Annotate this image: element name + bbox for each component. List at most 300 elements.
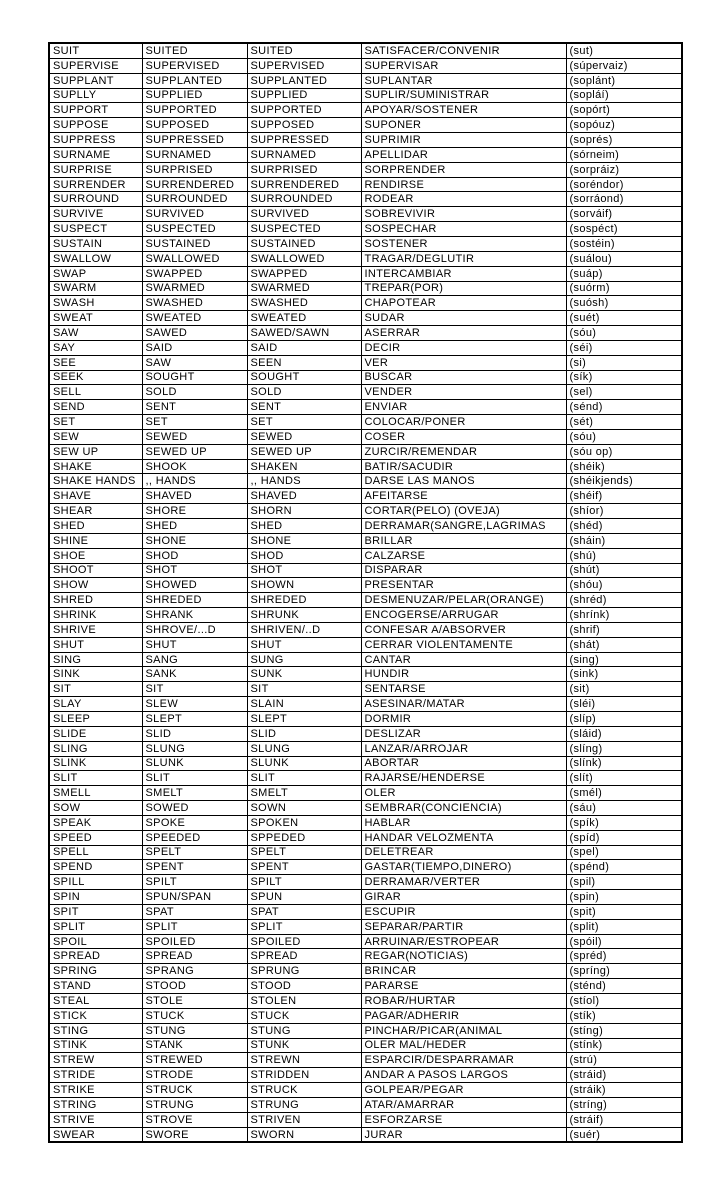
base-form-cell: STRING [49, 1097, 142, 1112]
base-form-cell: SPEAK [49, 815, 142, 830]
past-participle-cell: SET [247, 415, 361, 430]
past-participle-cell: SLIT [247, 771, 361, 786]
past-participle-cell: SPOKEN [247, 815, 361, 830]
past-simple-cell: SHREDED [142, 593, 247, 608]
table-row [49, 697, 682, 712]
pronunciation-cell: (sténd) [566, 979, 682, 994]
spanish-meaning-cell: SUPONER [361, 118, 566, 133]
spanish-meaning-cell: BRILLAR [361, 533, 566, 548]
past-simple-cell: SPEEDED [142, 830, 247, 845]
spanish-meaning-cell: CHAPOTEAR [361, 296, 566, 311]
base-form-cell: SPREAD [49, 949, 142, 964]
pronunciation-cell: (sík) [566, 370, 682, 385]
base-form-cell: STING [49, 1023, 142, 1038]
spanish-meaning-cell: GASTAR(TIEMPO,DINERO) [361, 860, 566, 875]
spanish-meaning-cell: SEPARAR/PARTIR [361, 919, 566, 934]
spanish-meaning-cell: ANDAR A PASOS LARGOS [361, 1068, 566, 1083]
past-simple-cell: STREWED [142, 1053, 247, 1068]
pronunciation-cell: (suósh) [566, 296, 682, 311]
past-simple-cell: SPILT [142, 875, 247, 890]
past-simple-cell: SUPPRESSED [142, 133, 247, 148]
past-simple-cell: SOLD [142, 385, 247, 400]
table-row [49, 875, 682, 890]
base-form-cell: SPRING [49, 964, 142, 979]
pronunciation-cell: (shrínk) [566, 608, 682, 623]
past-participle-cell: SPLIT [247, 919, 361, 934]
past-participle-cell: SPILT [247, 875, 361, 890]
table-row [49, 326, 682, 341]
past-participle-cell: SURVIVED [247, 207, 361, 222]
pronunciation-cell: (suér) [566, 1127, 682, 1142]
past-simple-cell: SENT [142, 400, 247, 415]
past-simple-cell: SMELT [142, 786, 247, 801]
past-simple-cell: SHROVE/...D [142, 622, 247, 637]
pronunciation-cell: (sing) [566, 652, 682, 667]
past-participle-cell: SEEN [247, 355, 361, 370]
table-row [49, 667, 682, 682]
base-form-cell: SPELL [49, 845, 142, 860]
base-form-cell: SURVIVE [49, 207, 142, 222]
past-simple-cell: SAWED [142, 326, 247, 341]
table-row [49, 340, 682, 355]
past-participle-cell: SURPRISED [247, 162, 361, 177]
table-row [49, 1112, 682, 1127]
past-participle-cell: SUPERVISED [247, 58, 361, 73]
table-row [49, 711, 682, 726]
base-form-cell: STRIVE [49, 1112, 142, 1127]
past-simple-cell: SLEPT [142, 711, 247, 726]
table-row [49, 251, 682, 266]
past-participle-cell: SPENT [247, 860, 361, 875]
past-participle-cell: SUPPOSED [247, 118, 361, 133]
base-form-cell: SURROUND [49, 192, 142, 207]
pronunciation-cell: (soprés) [566, 133, 682, 148]
pronunciation-cell: (spréd) [566, 949, 682, 964]
base-form-cell: SEEK [49, 370, 142, 385]
past-simple-cell: SHED [142, 519, 247, 534]
pronunciation-cell: (shú) [566, 548, 682, 563]
table-row [49, 415, 682, 430]
pronunciation-cell: (si) [566, 355, 682, 370]
past-participle-cell: SEWED UP [247, 444, 361, 459]
base-form-cell: SELL [49, 385, 142, 400]
past-simple-cell: SLIT [142, 771, 247, 786]
pronunciation-cell: (sorráond) [566, 192, 682, 207]
base-form-cell: STINK [49, 1038, 142, 1053]
base-form-cell: SEW UP [49, 444, 142, 459]
past-simple-cell: STOOD [142, 979, 247, 994]
pronunciation-cell: (sóu) [566, 429, 682, 444]
past-participle-cell: STRIDDEN [247, 1068, 361, 1083]
base-form-cell: SHRED [49, 593, 142, 608]
past-simple-cell: SPREAD [142, 949, 247, 964]
spanish-meaning-cell: DELETREAR [361, 845, 566, 860]
spanish-meaning-cell: OLER MAL/HEDER [361, 1038, 566, 1053]
spanish-meaning-cell: DARSE LAS MANOS [361, 474, 566, 489]
base-form-cell: STRIDE [49, 1068, 142, 1083]
pronunciation-cell: (sháin) [566, 533, 682, 548]
past-simple-cell: STRUNG [142, 1097, 247, 1112]
past-simple-cell: SPELT [142, 845, 247, 860]
table-row [49, 860, 682, 875]
past-simple-cell: SUSTAINED [142, 236, 247, 251]
base-form-cell: SHUT [49, 637, 142, 652]
table-row [49, 103, 682, 118]
spanish-meaning-cell: ESPARCIR/DESPARRAMAR [361, 1053, 566, 1068]
past-participle-cell: SWARMED [247, 281, 361, 296]
table-row [49, 622, 682, 637]
table-row [49, 994, 682, 1009]
past-simple-cell: STRODE [142, 1068, 247, 1083]
pronunciation-cell: (suórm) [566, 281, 682, 296]
spanish-meaning-cell: AFEITARSE [361, 489, 566, 504]
table-row [49, 192, 682, 207]
past-participle-cell: STOLEN [247, 994, 361, 1009]
base-form-cell: SWASH [49, 296, 142, 311]
past-simple-cell: SANG [142, 652, 247, 667]
pronunciation-cell: (sink) [566, 667, 682, 682]
pronunciation-cell: (sopórt) [566, 103, 682, 118]
verb-table [48, 42, 683, 1143]
table-row [49, 147, 682, 162]
table-row [49, 73, 682, 88]
table-row [49, 1127, 682, 1142]
base-form-cell: SHAKE [49, 459, 142, 474]
table-row [49, 236, 682, 251]
base-form-cell: SHOE [49, 548, 142, 563]
past-simple-cell: SOUGHT [142, 370, 247, 385]
past-simple-cell: SPOKE [142, 815, 247, 830]
spanish-meaning-cell: VER [361, 355, 566, 370]
table-row [49, 58, 682, 73]
table-row [49, 1097, 682, 1112]
table-row [49, 1083, 682, 1098]
table-row [49, 608, 682, 623]
table-row [49, 682, 682, 697]
pronunciation-cell: (spénd) [566, 860, 682, 875]
spanish-meaning-cell: ROBAR/HURTAR [361, 994, 566, 1009]
pronunciation-cell: (sel) [566, 385, 682, 400]
table-row [49, 266, 682, 281]
past-simple-cell: SHOOK [142, 459, 247, 474]
spanish-meaning-cell: SUDAR [361, 311, 566, 326]
base-form-cell: STICK [49, 1008, 142, 1023]
base-form-cell: SING [49, 652, 142, 667]
spanish-meaning-cell: ABORTAR [361, 756, 566, 771]
base-form-cell: SOW [49, 801, 142, 816]
base-form-cell: SET [49, 415, 142, 430]
table-row [49, 222, 682, 237]
past-participle-cell: STOOD [247, 979, 361, 994]
table-row [49, 474, 682, 489]
spanish-meaning-cell: DERRAMAR/VERTER [361, 875, 566, 890]
spanish-meaning-cell: INTERCAMBIAR [361, 266, 566, 281]
table-row [49, 385, 682, 400]
pronunciation-cell: (séi) [566, 340, 682, 355]
table-row [49, 979, 682, 994]
table-row [49, 949, 682, 964]
pronunciation-cell: (shéif) [566, 489, 682, 504]
past-participle-cell: SMELT [247, 786, 361, 801]
pronunciation-cell: (shrif) [566, 622, 682, 637]
table-row [49, 400, 682, 415]
past-participle-cell: SPOILED [247, 934, 361, 949]
past-simple-cell: SHOT [142, 563, 247, 578]
table-row [49, 801, 682, 816]
pronunciation-cell: (smél) [566, 786, 682, 801]
base-form-cell: SWEAT [49, 311, 142, 326]
pronunciation-cell: (sóu op) [566, 444, 682, 459]
base-form-cell: SPIT [49, 904, 142, 919]
pronunciation-cell: (soréndor) [566, 177, 682, 192]
past-simple-cell: SWASHED [142, 296, 247, 311]
spanish-meaning-cell: CORTAR(PELO) (OVEJA) [361, 504, 566, 519]
base-form-cell: STAND [49, 979, 142, 994]
spanish-meaning-cell: APELLIDAR [361, 147, 566, 162]
past-participle-cell: SENT [247, 400, 361, 415]
table-row [49, 845, 682, 860]
verb-table-body [49, 43, 682, 1142]
past-simple-cell: SUPPORTED [142, 103, 247, 118]
pronunciation-cell: (sénd) [566, 400, 682, 415]
past-simple-cell: SEWED UP [142, 444, 247, 459]
base-form-cell: SLING [49, 741, 142, 756]
table-row [49, 296, 682, 311]
spanish-meaning-cell: ENCOGERSE/ARRUGAR [361, 608, 566, 623]
table-row [49, 578, 682, 593]
past-participle-cell: SHONE [247, 533, 361, 548]
past-participle-cell: SUITED [247, 43, 361, 58]
past-simple-cell: STRUCK [142, 1083, 247, 1098]
spanish-meaning-cell: HUNDIR [361, 667, 566, 682]
table-row [49, 1068, 682, 1083]
past-participle-cell: STRUNG [247, 1097, 361, 1112]
past-participle-cell: SUNG [247, 652, 361, 667]
spanish-meaning-cell: DESMENUZAR/PELAR(ORANGE) [361, 593, 566, 608]
base-form-cell: SHRINK [49, 608, 142, 623]
pronunciation-cell: (stíol) [566, 994, 682, 1009]
past-simple-cell: SLEW [142, 697, 247, 712]
pronunciation-cell: (shóu) [566, 578, 682, 593]
past-participle-cell: SURNAMED [247, 147, 361, 162]
past-participle-cell: SLUNG [247, 741, 361, 756]
pronunciation-cell: (shéik) [566, 459, 682, 474]
past-participle-cell: SUSTAINED [247, 236, 361, 251]
past-simple-cell: SWORE [142, 1127, 247, 1142]
past-participle-cell: SUNK [247, 667, 361, 682]
past-simple-cell: SUSPECTED [142, 222, 247, 237]
spanish-meaning-cell: SATISFACER/CONVENIR [361, 43, 566, 58]
table-row [49, 593, 682, 608]
past-participle-cell: STRUCK [247, 1083, 361, 1098]
pronunciation-cell: (sóu) [566, 326, 682, 341]
base-form-cell: SHEAR [49, 504, 142, 519]
past-simple-cell: SWARMED [142, 281, 247, 296]
base-form-cell: SWEAR [49, 1127, 142, 1142]
spanish-meaning-cell: DECIR [361, 340, 566, 355]
table-row [49, 459, 682, 474]
pronunciation-cell: (sáu) [566, 801, 682, 816]
past-participle-cell: STRIVEN [247, 1112, 361, 1127]
past-participle-cell: STUCK [247, 1008, 361, 1023]
past-simple-cell: SHUT [142, 637, 247, 652]
pronunciation-cell: (shéd) [566, 519, 682, 534]
table-row [49, 162, 682, 177]
base-form-cell: SEE [49, 355, 142, 370]
pronunciation-cell: (sláid) [566, 726, 682, 741]
pronunciation-cell: (strú) [566, 1053, 682, 1068]
spanish-meaning-cell: CANTAR [361, 652, 566, 667]
past-simple-cell: STANK [142, 1038, 247, 1053]
table-row [49, 786, 682, 801]
base-form-cell: SHOOT [49, 563, 142, 578]
past-simple-cell: SURNAMED [142, 147, 247, 162]
pronunciation-cell: (spil) [566, 875, 682, 890]
past-participle-cell: SLEPT [247, 711, 361, 726]
past-participle-cell: SWAPPED [247, 266, 361, 281]
table-row [49, 904, 682, 919]
base-form-cell: SUSTAIN [49, 236, 142, 251]
table-row [49, 1008, 682, 1023]
spanish-meaning-cell: REGAR(NOTICIAS) [361, 949, 566, 964]
pronunciation-cell: (slíng) [566, 741, 682, 756]
spanish-meaning-cell: ATAR/AMARRAR [361, 1097, 566, 1112]
past-simple-cell: SWEATED [142, 311, 247, 326]
past-simple-cell: SUPERVISED [142, 58, 247, 73]
base-form-cell: SWALLOW [49, 251, 142, 266]
table-row [49, 43, 682, 58]
table-row [49, 355, 682, 370]
pronunciation-cell: (spel) [566, 845, 682, 860]
table-row [49, 890, 682, 905]
base-form-cell: SUIT [49, 43, 142, 58]
spanish-meaning-cell: PAGAR/ADHERIR [361, 1008, 566, 1023]
spanish-meaning-cell: SUPRIMIR [361, 133, 566, 148]
past-participle-cell: SEWED [247, 429, 361, 444]
base-form-cell: SEND [49, 400, 142, 415]
past-participle-cell: SPRUNG [247, 964, 361, 979]
past-participle-cell: SHAKEN [247, 459, 361, 474]
spanish-meaning-cell: SORPRENDER [361, 162, 566, 177]
past-simple-cell: SUITED [142, 43, 247, 58]
base-form-cell: SURPRISE [49, 162, 142, 177]
past-participle-cell: SUPPRESSED [247, 133, 361, 148]
pronunciation-cell: (sopóuz) [566, 118, 682, 133]
pronunciation-cell: (shút) [566, 563, 682, 578]
past-simple-cell: SOWED [142, 801, 247, 816]
pronunciation-cell: (slít) [566, 771, 682, 786]
base-form-cell: SHAKE HANDS [49, 474, 142, 489]
past-simple-cell: SLUNK [142, 756, 247, 771]
past-participle-cell: SAID [247, 340, 361, 355]
table-row [49, 429, 682, 444]
past-participle-cell: SHORN [247, 504, 361, 519]
past-simple-cell: SIT [142, 682, 247, 697]
table-row [49, 489, 682, 504]
spanish-meaning-cell: CERRAR VIOLENTAMENTE [361, 637, 566, 652]
base-form-cell: SUPLLY [49, 88, 142, 103]
base-form-cell: SURNAME [49, 147, 142, 162]
spanish-meaning-cell: APOYAR/SOSTENER [361, 103, 566, 118]
spanish-meaning-cell: ZURCIR/REMENDAR [361, 444, 566, 459]
table-row [49, 88, 682, 103]
past-simple-cell: SURPRISED [142, 162, 247, 177]
base-form-cell: SHED [49, 519, 142, 534]
base-form-cell: STRIKE [49, 1083, 142, 1098]
past-simple-cell: SAID [142, 340, 247, 355]
spanish-meaning-cell: DORMIR [361, 711, 566, 726]
base-form-cell: STREW [49, 1053, 142, 1068]
spanish-meaning-cell: SOBREVIVIR [361, 207, 566, 222]
table-row [49, 207, 682, 222]
past-participle-cell: SWALLOWED [247, 251, 361, 266]
past-participle-cell: SOWN [247, 801, 361, 816]
past-simple-cell: SHRANK [142, 608, 247, 623]
base-form-cell: SPIN [49, 890, 142, 905]
base-form-cell: SUPPRESS [49, 133, 142, 148]
base-form-cell: SHINE [49, 533, 142, 548]
table-row [49, 756, 682, 771]
spanish-meaning-cell: VENDER [361, 385, 566, 400]
table-row [49, 815, 682, 830]
table-row [49, 370, 682, 385]
pronunciation-cell: (sléi) [566, 697, 682, 712]
past-participle-cell: SOUGHT [247, 370, 361, 385]
table-row [49, 741, 682, 756]
base-form-cell: SUPPLANT [49, 73, 142, 88]
pronunciation-cell: (slínk) [566, 756, 682, 771]
past-simple-cell: STUCK [142, 1008, 247, 1023]
spanish-meaning-cell: SEMBRAR(CONCIENCIA) [361, 801, 566, 816]
spanish-meaning-cell: RENDIRSE [361, 177, 566, 192]
table-row [49, 281, 682, 296]
past-participle-cell: SWORN [247, 1127, 361, 1142]
base-form-cell: SWAP [49, 266, 142, 281]
spanish-meaning-cell: LANZAR/ARROJAR [361, 741, 566, 756]
table-row [49, 548, 682, 563]
pronunciation-cell: (shréd) [566, 593, 682, 608]
base-form-cell: SEW [49, 429, 142, 444]
base-form-cell: SIT [49, 682, 142, 697]
pronunciation-cell: (súpervaiz) [566, 58, 682, 73]
spanish-meaning-cell: TREPAR(POR) [361, 281, 566, 296]
past-simple-cell: SLUNG [142, 741, 247, 756]
past-participle-cell: SOLD [247, 385, 361, 400]
past-participle-cell: STREWN [247, 1053, 361, 1068]
spanish-meaning-cell: ESCUPIR [361, 904, 566, 919]
pronunciation-cell: (sut) [566, 43, 682, 58]
base-form-cell: SUPPOSE [49, 118, 142, 133]
past-simple-cell: SET [142, 415, 247, 430]
table-row [49, 177, 682, 192]
past-simple-cell: SUPPOSED [142, 118, 247, 133]
pronunciation-cell: (spin) [566, 890, 682, 905]
past-participle-cell: SHUT [247, 637, 361, 652]
base-form-cell: STEAL [49, 994, 142, 1009]
past-simple-cell: SUPPLANTED [142, 73, 247, 88]
pronunciation-cell: (stráid) [566, 1068, 682, 1083]
past-simple-cell: SANK [142, 667, 247, 682]
past-participle-cell: SHOT [247, 563, 361, 578]
table-row [49, 830, 682, 845]
past-participle-cell: SHRIVEN/..D [247, 622, 361, 637]
base-form-cell: SLAY [49, 697, 142, 712]
base-form-cell: SLEEP [49, 711, 142, 726]
spanish-meaning-cell: PRESENTAR [361, 578, 566, 593]
past-participle-cell: SHREDED [247, 593, 361, 608]
base-form-cell: SUPERVISE [49, 58, 142, 73]
spanish-meaning-cell: TRAGAR/DEGLUTIR [361, 251, 566, 266]
